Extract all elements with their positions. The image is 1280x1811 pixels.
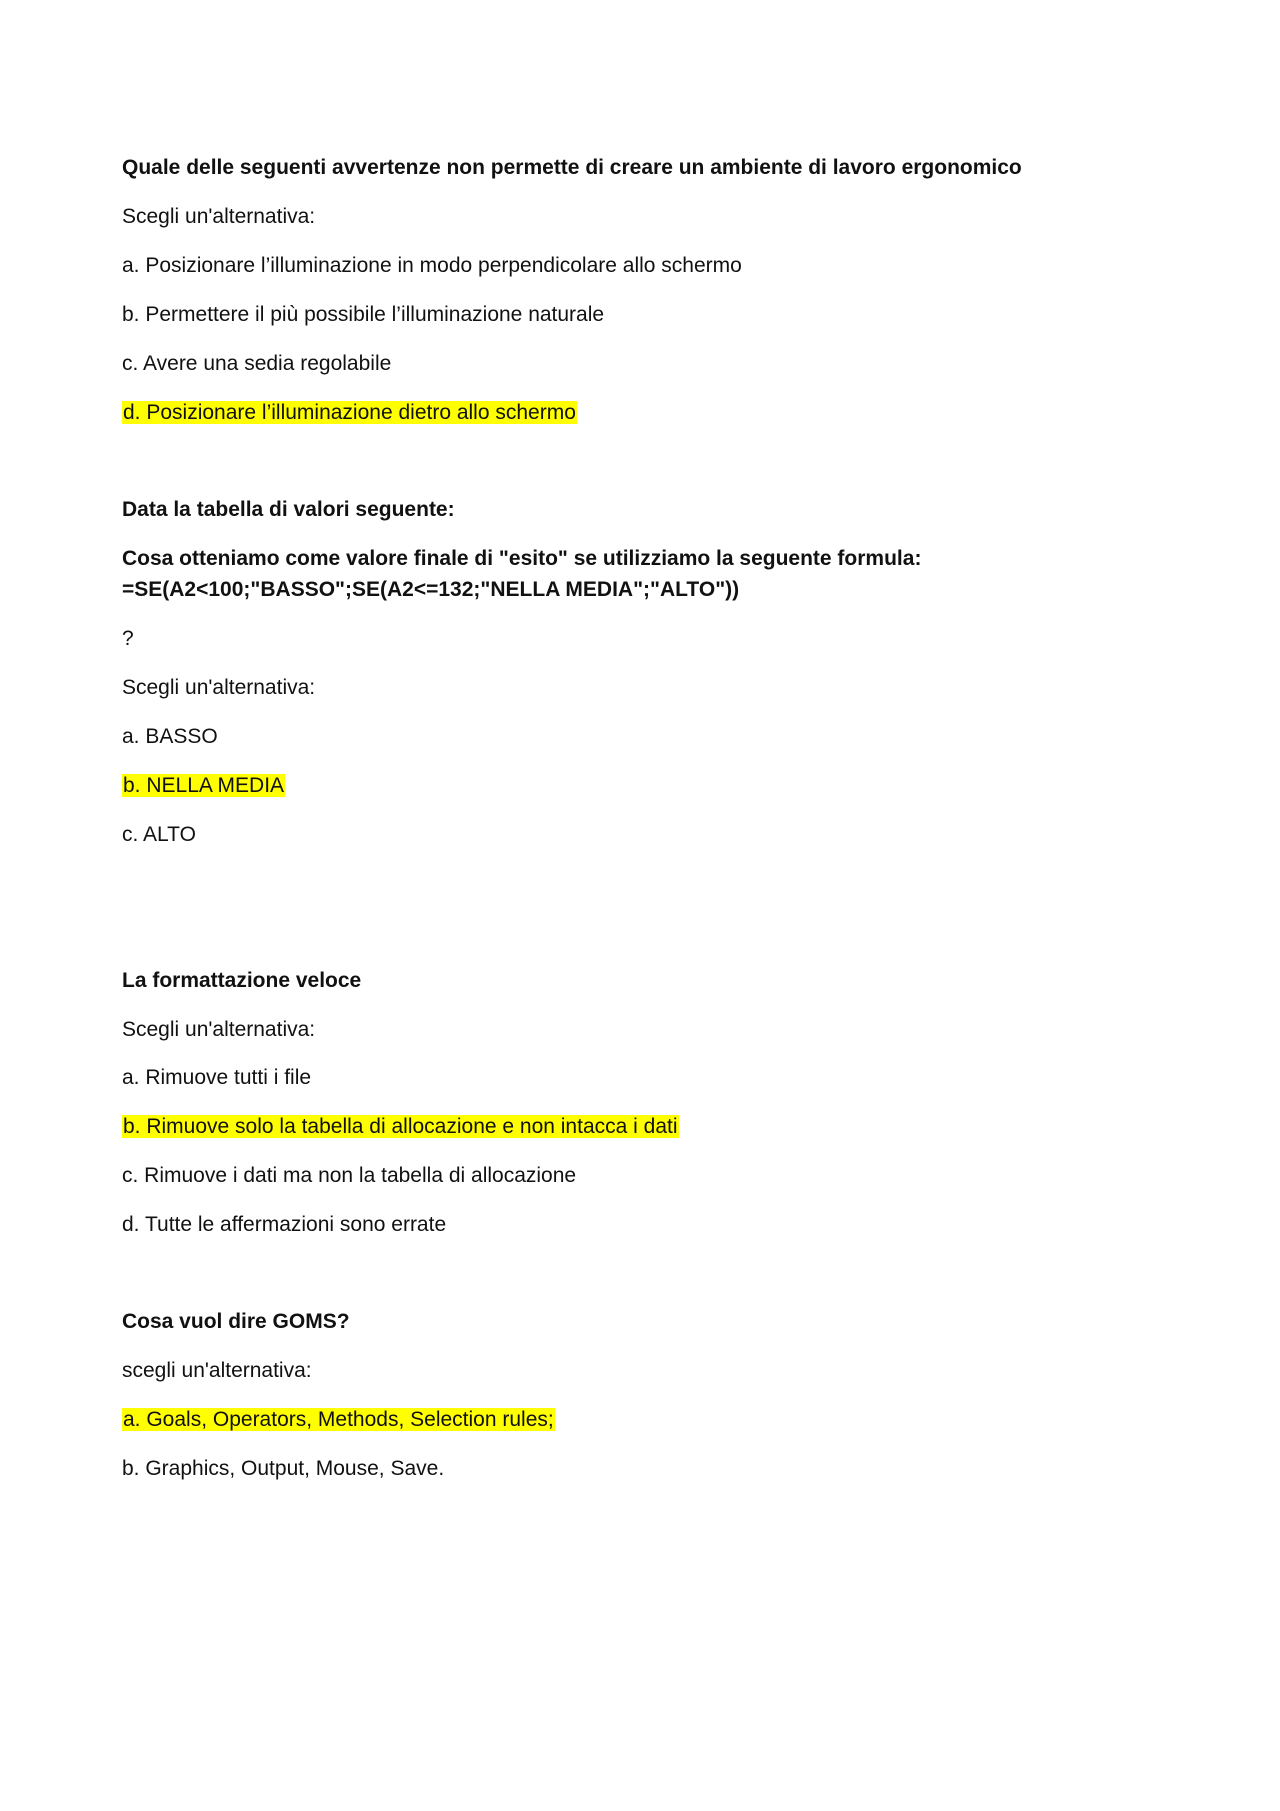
question-3-option-a: a. Rimuove tutti i file	[122, 1066, 312, 1089]
question-2-title: Cosa otteniamo come valore finale di "esito" se utilizziamo la seguente formula:	[122, 547, 922, 570]
highlighted-answer: b. NELLA MEDIA	[123, 774, 285, 797]
question-1-prompt: Scegli un'alternativa:	[122, 205, 316, 228]
question-3-title: La formattazione veloce	[122, 969, 362, 992]
question-2-question-mark: ?	[122, 627, 134, 650]
highlighted-answer: b. Rimuove solo la tabella di allocazione e non intacca i dati	[123, 1115, 678, 1138]
question-4-title: Cosa vuol dire GOMS?	[122, 1310, 350, 1333]
question-1-option-d	[122, 398, 577, 428]
question-1-option-b: b. Permettere il più possibile l’illuminazione naturale	[122, 303, 605, 326]
question-2-option-a: a. BASSO	[122, 725, 218, 748]
question-2-formula: =SE(A2<100;"BASSO";SE(A2<=132;"NELLA MEDIA";"ALTO"))	[122, 578, 740, 601]
question-4-option-a	[122, 1405, 555, 1435]
highlighted-answer: d. Posizionare l’illuminazione dietro allo schermo	[123, 401, 576, 424]
question-3-prompt: Scegli un'alternativa:	[122, 1018, 316, 1041]
question-4-option-b: b. Graphics, Output, Mouse, Save.	[122, 1457, 445, 1480]
question-4-prompt: scegli un'alternativa:	[122, 1359, 312, 1382]
question-1-option-c: c. Avere una sedia regolabile	[122, 352, 392, 375]
question-1-option-a: a. Posizionare l’illuminazione in modo perpendicolare allo schermo	[122, 254, 742, 277]
question-2-intro: Data la tabella di valori seguente:	[122, 498, 455, 521]
question-3-option-d: d. Tutte le affermazioni sono errate	[122, 1213, 447, 1236]
question-2-option-b	[122, 771, 285, 801]
question-3-option-b	[122, 1112, 679, 1142]
question-2-option-c: c. ALTO	[122, 823, 196, 846]
question-3-option-c: c. Rimuove i dati ma non la tabella di allocazione	[122, 1164, 577, 1187]
highlighted-answer: a. Goals, Operators, Methods, Selection rules;	[123, 1408, 554, 1431]
question-2-prompt: Scegli un'alternativa:	[122, 676, 316, 699]
question-1-title: Quale delle seguenti avvertenze non permette di creare un ambiente di lavoro ergonomico	[122, 156, 1022, 179]
